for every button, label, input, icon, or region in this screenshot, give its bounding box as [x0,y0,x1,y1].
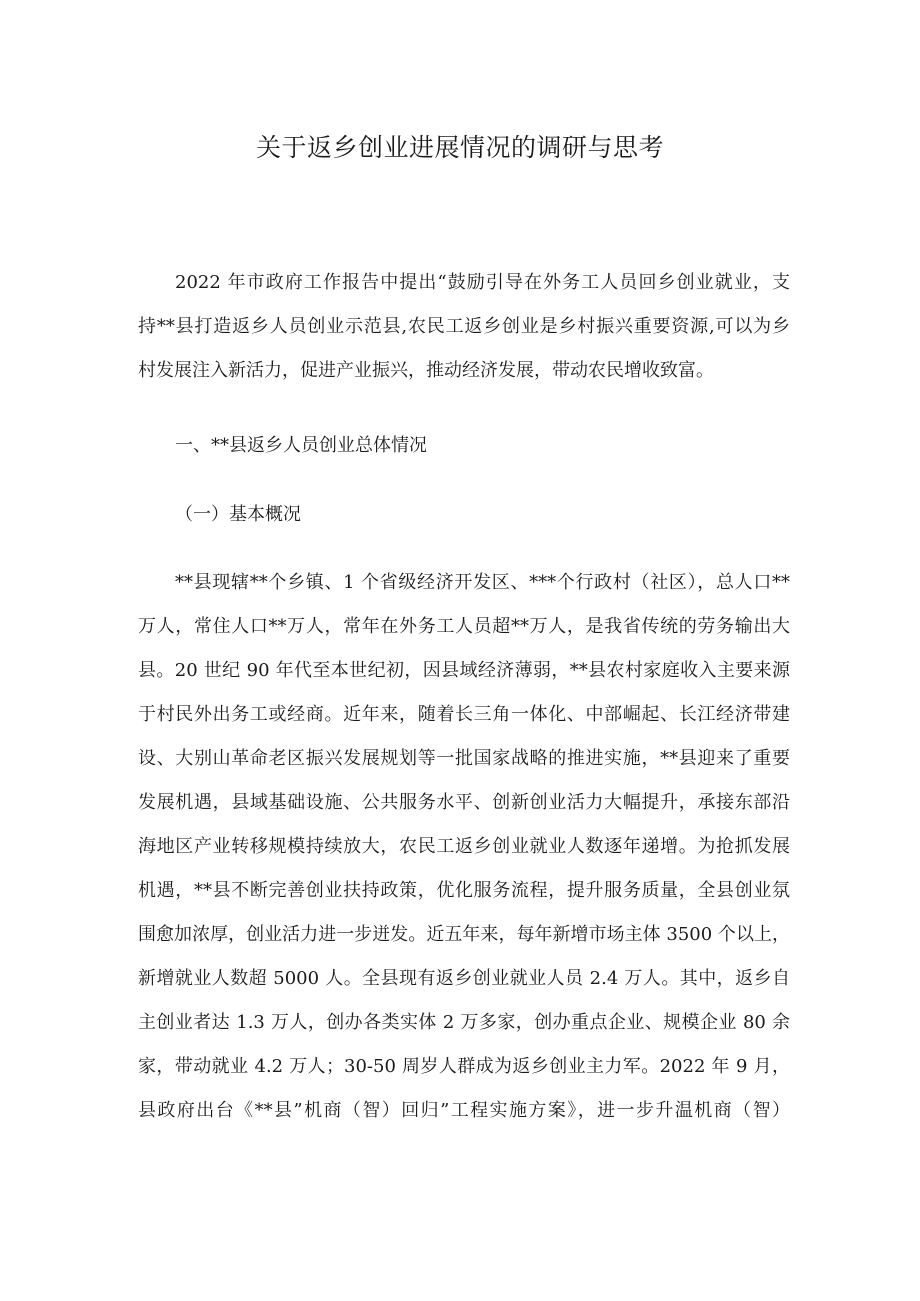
intro-line-2: 持**县打造返乡人员创业示范县,农民工返乡创业是乡村振兴重要资源,可以为乡 [138,316,790,337]
body-line-12: 家，带动就业 4.2 万人；30-50 周岁人群成为返乡创业主力军。2022 年 9 月， [138,1056,790,1077]
body-line-11: 主创业者达 1.3 万人，创办各类实体 2 万多家，创办重点企业、规模企业 80 余 [138,1012,790,1033]
body-line-8: 机遇，**县不断完善创业扶持政策，优化服务流程，提升服务质量，全县创业氛 [138,880,790,901]
body-line-13: 县政府出台《**县”机商（智）回归”工程实施方案》，进一步升温机商（智） [138,1100,790,1121]
body-line-10: 新增就业人数超 5000 人。全县现有返乡创业就业人员 2.4 万人。其中，返乡自 [138,968,790,989]
body-line-7: 海地区产业转移规模持续放大，农民工返乡创业就业人数逐年递增。为抢抓发展 [138,836,790,857]
body-line-6: 发展机遇，县域基础设施、公共服务水平、创新创业活力大幅提升，承接东部沿 [138,792,790,813]
document-title: 关于返乡创业进展情况的调研与思考 [255,133,664,162]
subsection-heading: （一）基本概况 [175,504,301,525]
body-line-9: 围愈加浓厚，创业活力进一步迸发。近五年来，每年新增市场主体 3500 个以上， [138,924,790,945]
intro-line-3: 村发展注入新活力，促进产业振兴，推动经济发展，带动农民增收致富。 [138,360,714,381]
body-line-3: 县。20 世纪 90 年代至本世纪初，因县域经济薄弱，**县农村家庭收入主要来源 [138,660,790,681]
body-line-2: 万人，常住人口**万人，常年在外务工人员超**万人，是我省传统的劳务输出大 [138,616,790,637]
body-line-4: 于村民外出务工或经商。近年来，随着长三角一体化、中部崛起、长江经济带建 [138,704,790,725]
body-line-5: 设、大别山革命老区振兴发展规划等一批国家战略的推进实施，**县迎来了重要 [138,748,790,769]
section-heading: 一、**县返乡人员创业总体情况 [175,435,427,456]
body-line-1: **县现辖**个乡镇、1 个省级经济开发区、***个行政村（社区），总人口** [175,572,790,593]
intro-line-1: 2022 年市政府工作报告中提出“鼓励引导在外务工人员回乡创业就业，支 [175,272,790,293]
